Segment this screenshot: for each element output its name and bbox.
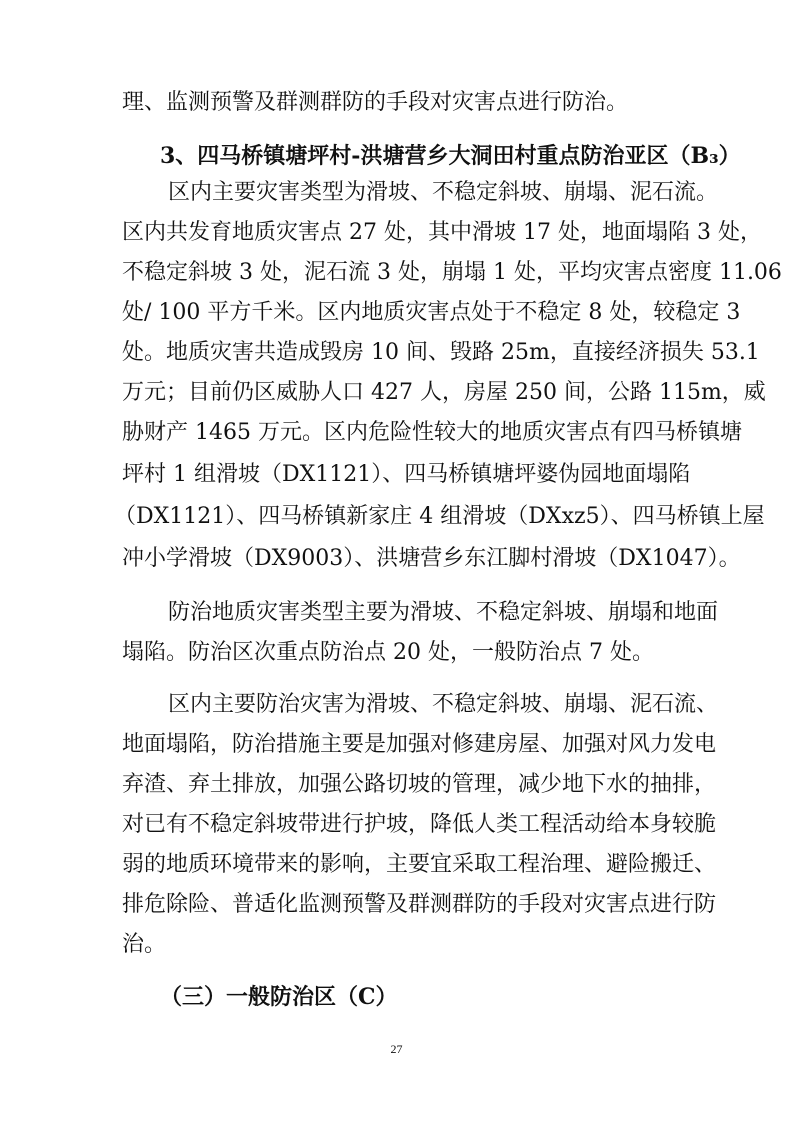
paragraph-line: 弃渣、弃土排放，加强公路切坡的管理，减少地下水的抽排， <box>122 772 717 797</box>
paragraph-line: 地面塌陷，防治措施主要是加强对修建房屋、加强对风力发电 <box>122 732 717 757</box>
paragraph-line: 处。地质灾害共造成毁房 10 间、毁路 25m，直接经济损失 53.1 <box>122 340 760 365</box>
paragraph-line: 防治地质灾害类型主要为滑坡、不稳定斜坡、崩塌和地面 <box>168 600 719 625</box>
paragraph-line: 治。 <box>122 932 167 957</box>
paragraph-line: （DX1121）、四马桥镇新家庄 4 组滑坡（DXxz5）、四马桥镇上屋 <box>114 504 765 529</box>
paragraph-line: 对已有不稳定斜坡带进行护坡，降低人类工程活动给本身较脆 <box>122 812 717 837</box>
paragraph-line: 处/ 100 平方千米。区内地质灾害点处于不稳定 8 处，较稳定 3 <box>122 300 741 325</box>
paragraph-line: 排危除险、普适化监测预警及群测群防的手段对灾害点进行防 <box>122 892 717 917</box>
paragraph-line: 冲小学滑坡（DX9003）、洪塘营乡东江脚村滑坡（DX1047）。 <box>122 546 741 571</box>
paragraph-line: 区内共发育地质灾害点 27 处，其中滑坡 17 处，地面塌陷 3 处， <box>122 220 762 245</box>
page-number: 27 <box>390 1042 403 1056</box>
paragraph-line: 塌陷。防治区次重点防治点 20 处，一般防治点 7 处。 <box>122 640 654 665</box>
paragraph-line: 区内主要防治灾害为滑坡、不稳定斜坡、崩塌、泥石流、 <box>168 692 719 717</box>
paragraph-line: 弱的地质环境带来的影响，主要宜采取工程治理、避险搬迁、 <box>122 852 717 877</box>
paragraph-line: 万元；目前仍区威胁人口 427 人，房屋 250 间，公路 115m，威 <box>122 380 766 405</box>
paragraph-line: 坪村 1 组滑坡（DX1121）、四马桥镇塘坪婆伪园地面塌陷 <box>122 462 691 487</box>
paragraph-line: 区内主要灾害类型为滑坡、不稳定斜坡、崩塌、泥石流。 <box>168 180 719 205</box>
paragraph-line: 胁财产 1465 万元。区内危险性较大的地质灾害点有四马桥镇塘 <box>122 420 742 445</box>
paragraph-line: 不稳定斜坡 3 处，泥石流 3 处，崩塌 1 处，平均灾害点密度 11.06 <box>122 260 782 285</box>
section-heading-b3: 3、四马桥镇塘坪村-洪塘营乡大洞田村重点防治亚区（B₃） <box>160 143 741 169</box>
paragraph-continuation-line: 理、监测预警及群测群防的手段对灾害点进行防治。 <box>122 90 629 115</box>
section-heading-c: （三）一般防治区（C） <box>160 984 398 1010</box>
